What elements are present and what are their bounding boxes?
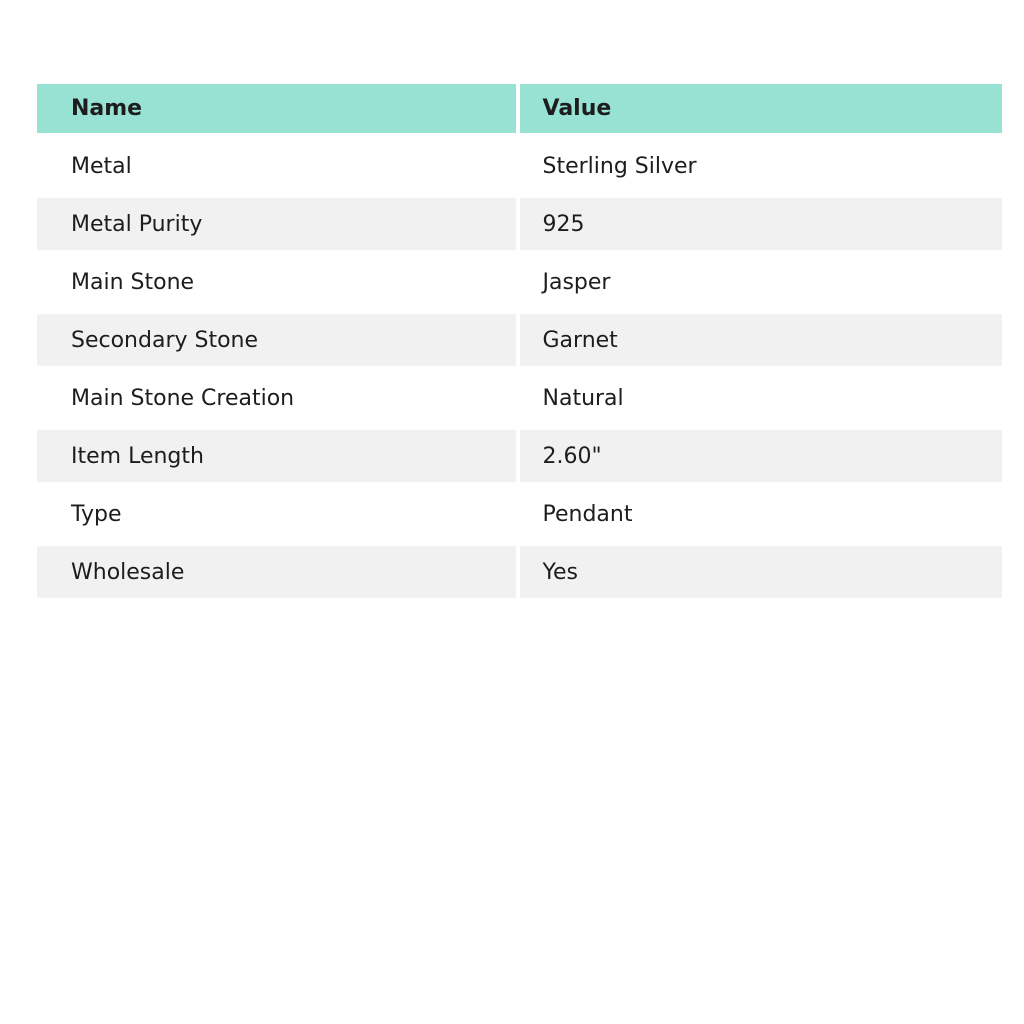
spec-value-cell: Natural	[520, 369, 1003, 427]
table-header	[37, 84, 1002, 137]
item-specifics-table	[37, 84, 1002, 601]
spec-value-cell: Yes	[520, 543, 1003, 601]
spec-value-cell: Sterling Silver	[520, 137, 1003, 195]
spec-name-cell: Wholesale	[37, 543, 520, 601]
table-row	[37, 195, 1002, 253]
table-row	[37, 485, 1002, 543]
table-row	[37, 369, 1002, 427]
spec-value-cell: Pendant	[520, 485, 1003, 543]
spec-value-cell: 925	[520, 195, 1003, 253]
spec-value-cell: Garnet	[520, 311, 1003, 369]
spec-name-cell: Main Stone Creation	[37, 369, 520, 427]
column-header-value: Value	[520, 84, 1003, 137]
spec-name-cell: Main Stone	[37, 253, 520, 311]
spec-name-cell: Metal	[37, 137, 520, 195]
spec-name-cell: Type	[37, 485, 520, 543]
table-row	[37, 137, 1002, 195]
spec-name-cell: Metal Purity	[37, 195, 520, 253]
spec-name-cell: Item Length	[37, 427, 520, 485]
column-header-name: Name	[37, 84, 520, 137]
spec-value-cell: 2.60"	[520, 427, 1003, 485]
table-header-row	[37, 84, 1002, 137]
spec-name-cell: Secondary Stone	[37, 311, 520, 369]
table-row	[37, 311, 1002, 369]
spec-value-cell: Jasper	[520, 253, 1003, 311]
table-body	[37, 137, 1002, 601]
table-row	[37, 427, 1002, 485]
table-row	[37, 253, 1002, 311]
table-row	[37, 543, 1002, 601]
